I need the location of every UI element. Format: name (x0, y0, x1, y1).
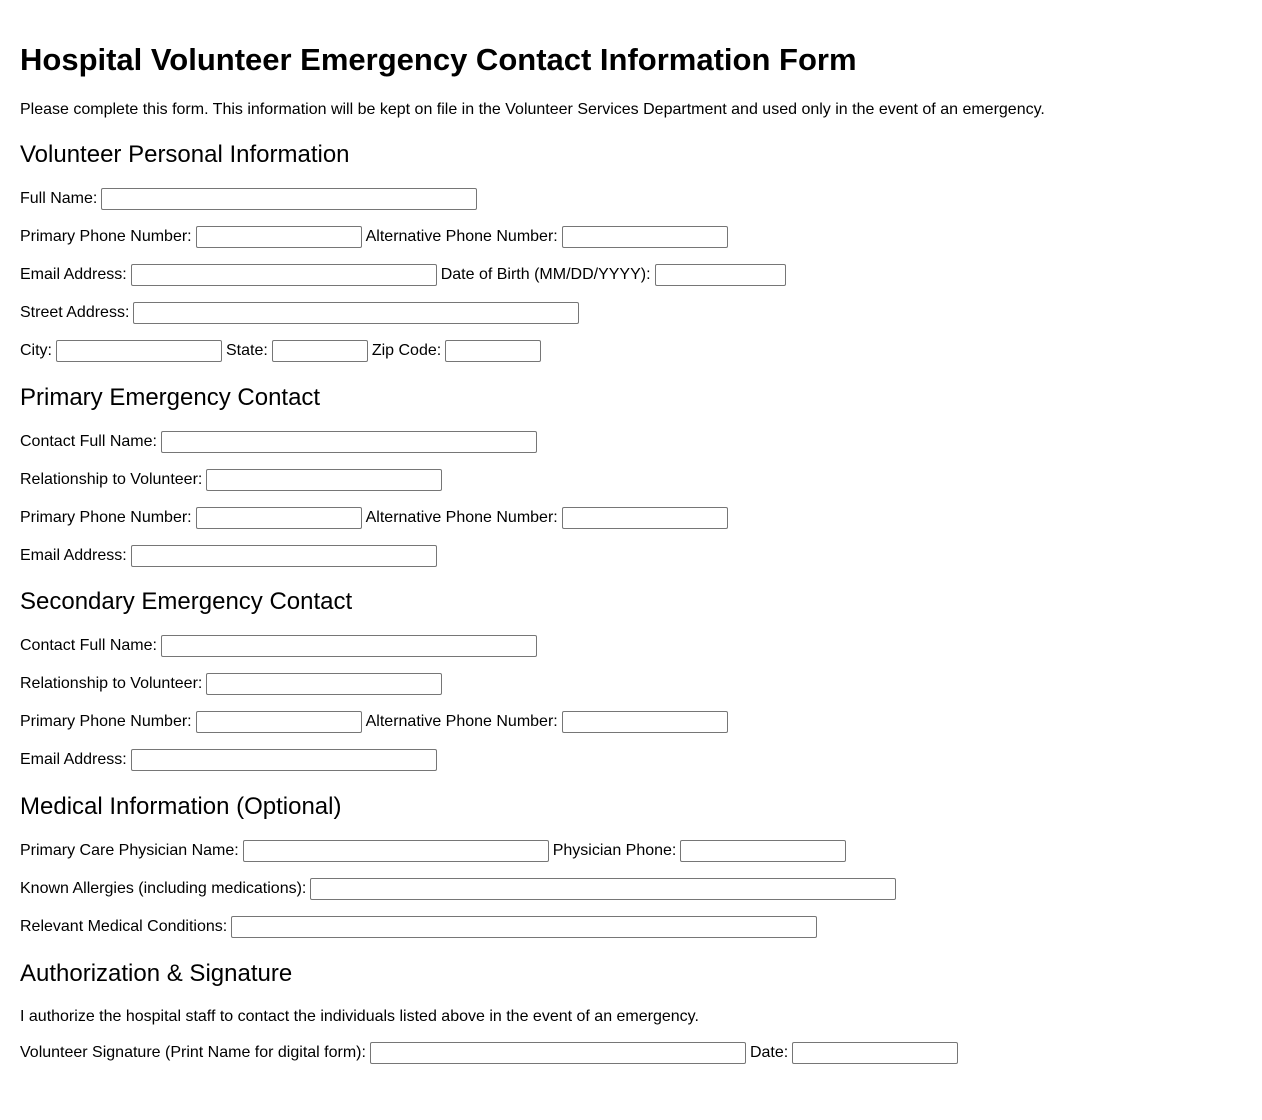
street-label: Street Address: (20, 304, 130, 321)
row-full-name (20, 188, 481, 210)
row-primary-contact-name (20, 431, 541, 453)
full-name-input[interactable] (101, 188, 477, 210)
secondary-contact-name-input[interactable] (161, 635, 537, 657)
row-allergies (20, 878, 900, 900)
secondary-contact-phone-label: Primary Phone Number: (20, 713, 192, 730)
primary-phone-input[interactable] (196, 226, 362, 248)
primary-contact-phone-label: Primary Phone Number: (20, 509, 192, 526)
intro-text: Please complete this form. This information will be kept on file in the Volunteer Services Department and used only in the event of an emergency. (20, 101, 1045, 118)
allergies-label: Known Allergies (including medications): (20, 880, 307, 897)
state-label: State: (226, 342, 268, 359)
row-physician (20, 840, 850, 862)
primary-contact-relationship-input[interactable] (206, 469, 442, 491)
row-primary-contact-phones (20, 507, 732, 529)
signature-label: Volunteer Signature (Print Name for digital form): (20, 1044, 366, 1061)
row-city-state-zip (20, 340, 545, 362)
row-secondary-contact-name (20, 635, 541, 657)
physician-phone-input[interactable] (680, 840, 846, 862)
physician-name-input[interactable] (243, 840, 549, 862)
email-label: Email Address: (20, 266, 127, 283)
primary-contact-alt-phone-label: Alternative Phone Number: (365, 509, 558, 526)
secondary-contact-relationship-label: Relationship to Volunteer: (20, 675, 203, 692)
secondary-contact-alt-phone-label: Alternative Phone Number: (365, 713, 558, 730)
dob-input[interactable] (655, 264, 786, 286)
primary-contact-alt-phone-input[interactable] (562, 507, 728, 529)
full-name-label: Full Name: (20, 190, 98, 207)
physician-phone-label: Physician Phone: (552, 842, 677, 859)
primary-contact-phone-input[interactable] (196, 507, 362, 529)
section-heading-primary-contact: Primary Emergency Contact (20, 384, 321, 411)
row-secondary-contact-relationship (20, 673, 446, 695)
primary-phone-label: Primary Phone Number: (20, 228, 192, 245)
state-input[interactable] (272, 340, 368, 362)
secondary-contact-relationship-input[interactable] (206, 673, 442, 695)
date-label: Date: (749, 1044, 789, 1061)
dob-label: Date of Birth (MM/DD/YYYY): (440, 266, 651, 283)
secondary-contact-email-input[interactable] (131, 749, 437, 771)
section-heading-medical: Medical Information (Optional) (20, 793, 342, 820)
secondary-contact-alt-phone-input[interactable] (562, 711, 728, 733)
row-phones (20, 226, 732, 248)
conditions-input[interactable] (231, 916, 817, 938)
zip-input[interactable] (445, 340, 541, 362)
row-primary-contact-email (20, 545, 441, 567)
page-title: Hospital Volunteer Emergency Contact Information Form (20, 42, 857, 77)
authorization-statement: I authorize the hospital staff to contact the individuals listed above in the event of an emergency. (20, 1008, 699, 1025)
row-secondary-contact-phones (20, 711, 732, 733)
city-input[interactable] (56, 340, 222, 362)
allergies-input[interactable] (310, 878, 896, 900)
primary-contact-relationship-label: Relationship to Volunteer: (20, 471, 203, 488)
primary-contact-email-input[interactable] (131, 545, 437, 567)
primary-contact-name-label: Contact Full Name: (20, 433, 157, 450)
primary-contact-email-label: Email Address: (20, 547, 127, 564)
physician-name-label: Primary Care Physician Name: (20, 842, 239, 859)
street-input[interactable] (133, 302, 579, 324)
signature-input[interactable] (370, 1042, 746, 1064)
secondary-contact-phone-input[interactable] (196, 711, 362, 733)
row-conditions (20, 916, 821, 938)
primary-contact-name-input[interactable] (161, 431, 537, 453)
section-heading-authorization: Authorization & Signature (20, 960, 293, 987)
zip-label: Zip Code: (371, 342, 442, 359)
secondary-contact-email-label: Email Address: (20, 751, 127, 768)
row-street (20, 302, 583, 324)
row-secondary-contact-email (20, 749, 441, 771)
conditions-label: Relevant Medical Conditions: (20, 918, 228, 935)
secondary-contact-name-label: Contact Full Name: (20, 637, 157, 654)
email-input[interactable] (131, 264, 437, 286)
row-primary-contact-relationship (20, 469, 446, 491)
section-heading-personal: Volunteer Personal Information (20, 141, 350, 168)
section-heading-secondary-contact: Secondary Emergency Contact (20, 588, 353, 615)
alt-phone-label: Alternative Phone Number: (365, 228, 558, 245)
alt-phone-input[interactable] (562, 226, 728, 248)
date-input[interactable] (792, 1042, 958, 1064)
city-label: City: (20, 342, 52, 359)
row-email-dob (20, 264, 790, 286)
row-signature (20, 1042, 962, 1064)
